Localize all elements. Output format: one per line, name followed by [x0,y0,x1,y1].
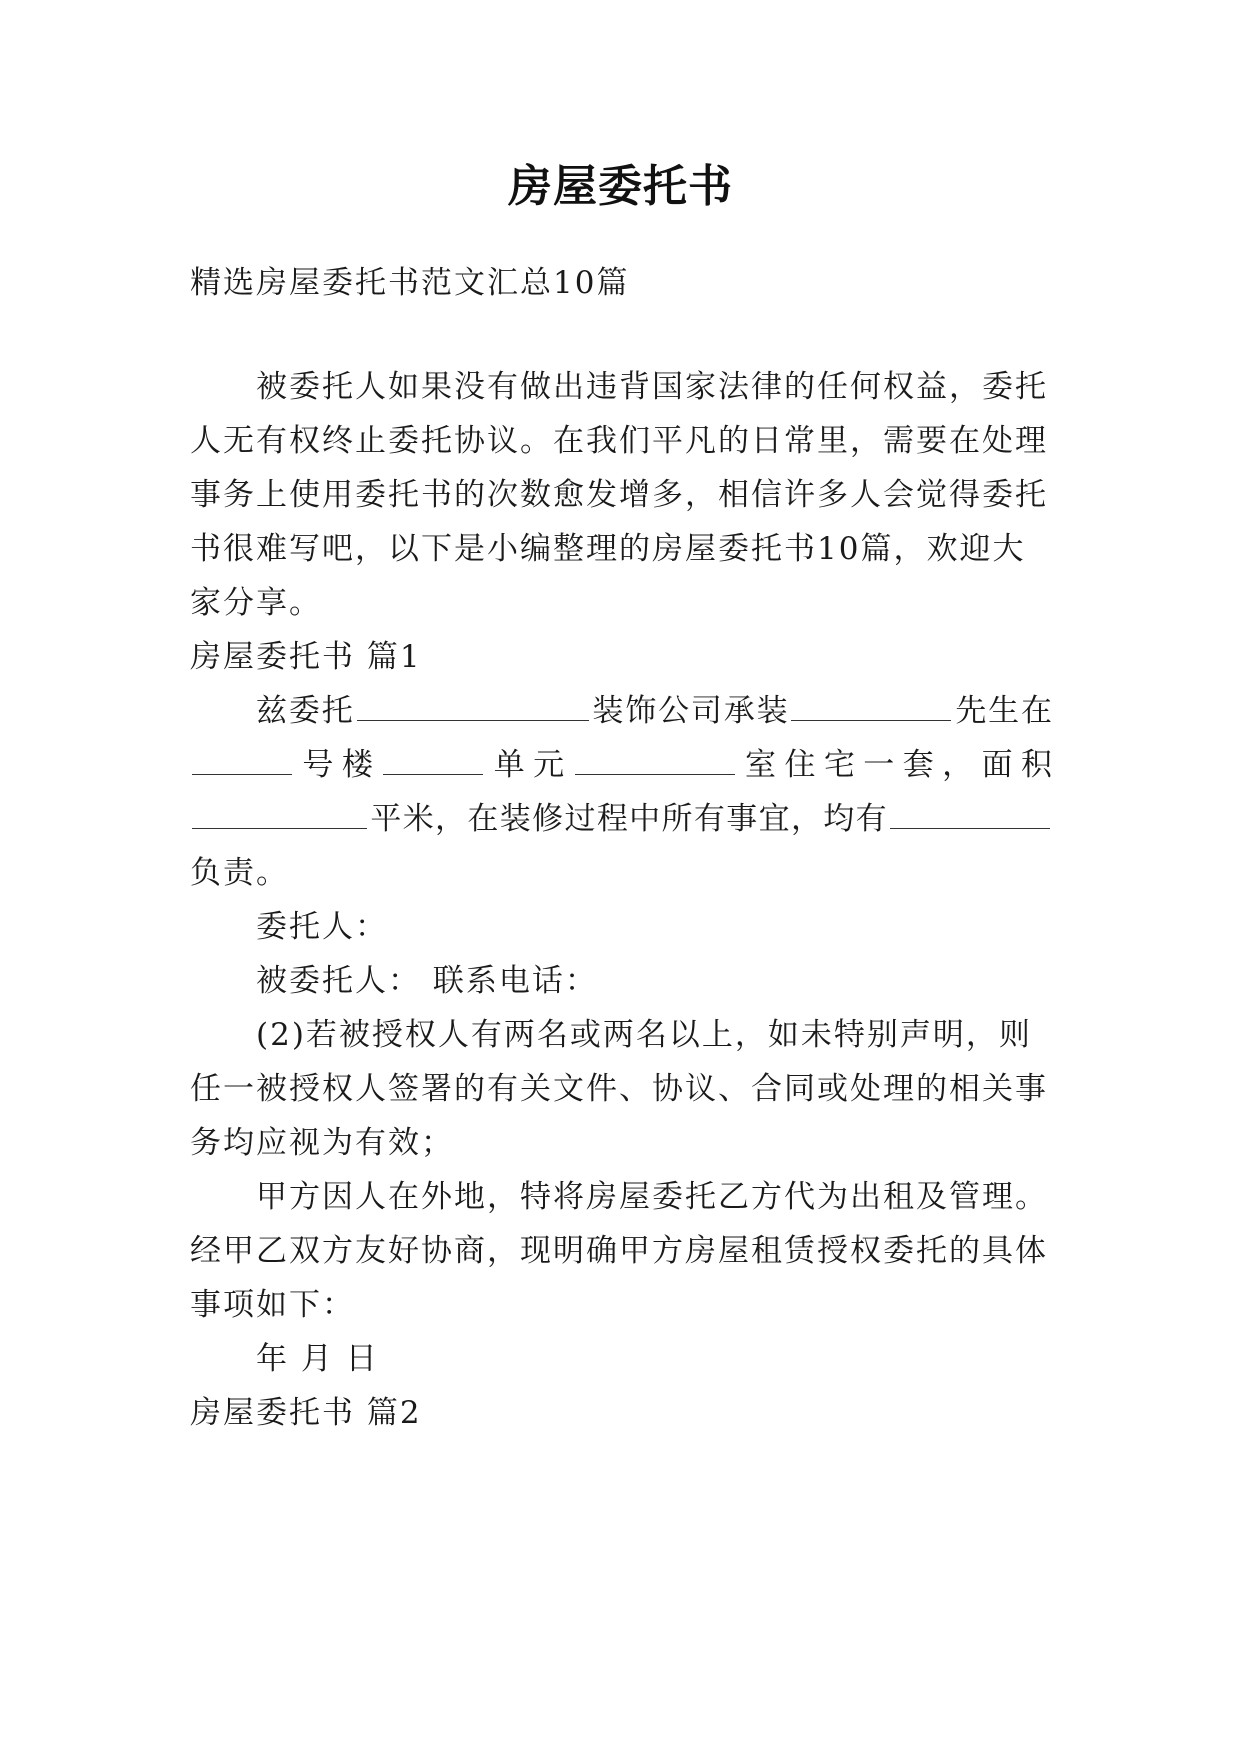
section-heading-2: 房屋委托书 篇2 [190,1395,422,1431]
fill-line-1 [256,682,1052,740]
blank-field [791,718,951,721]
intro-line-1: 被委托人如果没有做出违背国家法律的任何权益，委托 [256,369,1048,405]
fill-text: 装饰公司承装 [590,693,790,729]
intro-line-4: 书很难写吧，以下是小编整理的房屋委托书10篇，欢迎大 [190,531,1026,567]
fill-text: 单元 [485,747,573,783]
intro-line-5: 家分享。 [190,585,322,621]
blank-field [383,772,483,775]
fill-line-2 [190,736,1052,794]
agent-label: 被委托人： 联系电话： [256,963,598,999]
intro-line-3: 事务上使用委托书的次数愈发增多，相信许多人会觉得委托 [190,477,1048,513]
blank-field [575,772,735,775]
date-line: 年 月 日 [256,1341,379,1377]
fill-text: 先生在 [953,693,1053,729]
clause-line-3: 务均应视为有效； [190,1125,454,1161]
section-heading-1: 房屋委托书 篇1 [190,639,422,675]
clause-line-1: (2)若被授权人有两名或两名以上，如未特别声明，则 [256,1017,1032,1053]
document-subtitle: 精选房屋委托书范文汇总10篇 [190,265,630,301]
fill-text: 平米，在装修过程中所有事宜，均有 [369,801,888,837]
fill-text: 号楼 [294,747,382,783]
party-line-2: 经甲乙双方友好协商，现明确甲方房屋租赁授权委托的具体 [190,1233,1048,1269]
blank-field [890,826,1050,829]
clause-line-2: 任一被授权人签署的有关文件、协议、合同或处理的相关事 [190,1071,1048,1107]
party-line-1: 甲方因人在外地，特将房屋委托乙方代为出租及管理。 [256,1179,1048,1215]
intro-line-2: 人无有权终止委托协议。在我们平凡的日常里，需要在处理 [190,423,1048,459]
blank-field [192,772,292,775]
fill-line-4: 负责。 [190,855,289,891]
document-title: 房屋委托书 [508,161,733,212]
blank-field [192,826,367,829]
party-line-3: 事项如下： [190,1287,355,1323]
fill-line-3 [190,790,1052,848]
fill-text: 室住宅一套，面积 [736,747,1053,783]
fill-text: 兹委托 [256,693,355,729]
blank-field [357,718,589,721]
principal-label: 委托人： [256,909,388,945]
